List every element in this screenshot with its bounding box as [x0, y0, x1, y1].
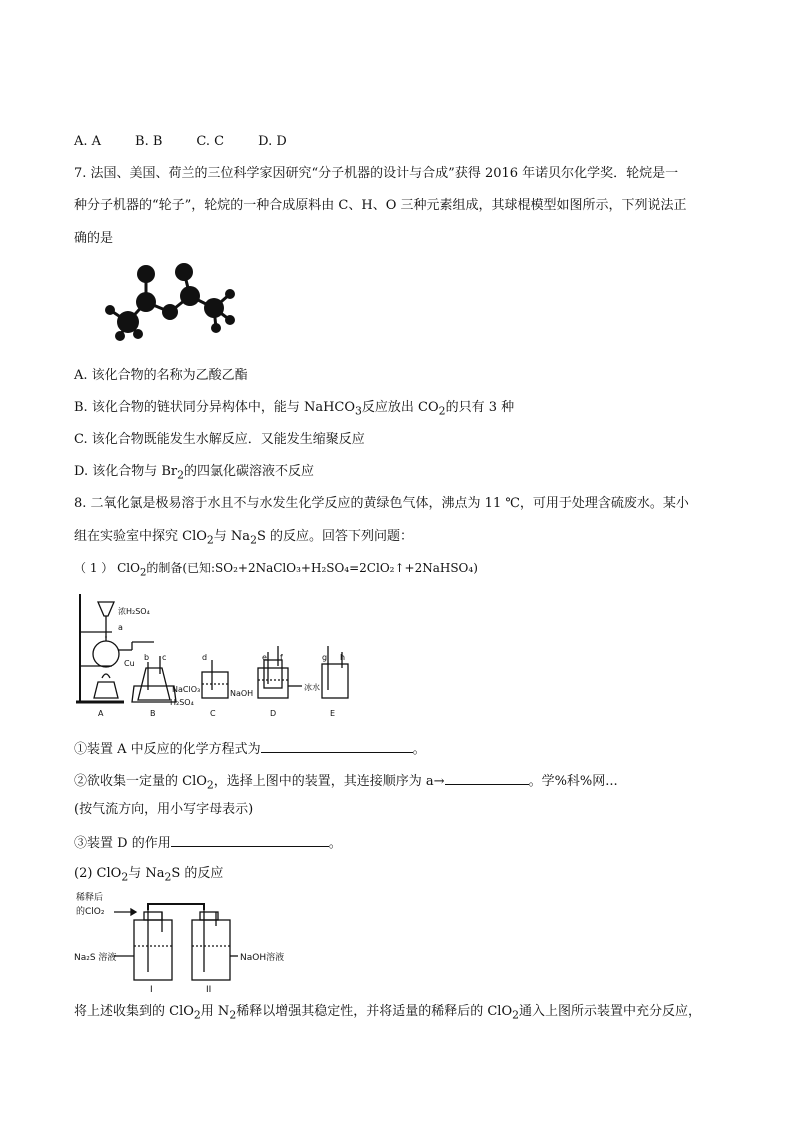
q7-option-b-post: 的只有 3 种 [445, 400, 515, 415]
fig1-label-b: b [144, 653, 150, 662]
fig1-label-ice-water: 冰水 [304, 683, 320, 692]
q7-option-d-sub: 2 [177, 468, 185, 482]
fig1-label-naoh: NaOH [230, 689, 254, 698]
q8-final-post: 通入上图所示装置中充分反应， [519, 1004, 702, 1019]
q8-subq2-post: ，选择上图中的装置，其连接顺序为 a→ [213, 774, 445, 789]
q7-option-d [74, 462, 314, 486]
q8-final-sub2: 2 [229, 1008, 237, 1022]
answer-blank-3[interactable] [171, 832, 329, 847]
q7-stem-line1: 7. 法国、美国、荷兰的三位科学家因研究“分子机器的设计与合成”获得 2016 年诺贝尔化学奖．轮烷是一 [74, 166, 679, 181]
q8-final-sub1: 2 [193, 1008, 201, 1022]
q8-stem-line2 [74, 527, 413, 551]
q8-subq2-end: 。学%科%网... [528, 774, 618, 789]
q8-part2-mid: 与 Na [128, 866, 165, 881]
q6-option-c: C. C [196, 134, 225, 149]
q8-subq2-sub: 2 [206, 778, 214, 792]
fig1-label-a: a [118, 623, 123, 632]
fig1-device-d: D [270, 709, 277, 718]
fig1-device-a: A [98, 709, 104, 718]
q8-stem-line2-mid: 与 Na [213, 529, 251, 544]
q8-part1-sub: 2 [139, 567, 147, 579]
fig2-bottle-2: II [206, 985, 212, 994]
q8-final-sub3: 2 [512, 1008, 519, 1022]
q8-subq3 [74, 832, 342, 854]
fig1-device-b: B [150, 709, 156, 718]
fig2-naoh-label: NaOH溶液 [240, 953, 284, 963]
fig1-label-g: g [322, 653, 328, 662]
q7-option-b-sub2: 2 [438, 404, 446, 418]
q8-stem-line1: 8. 二氧化氯是极易溶于水且不与水发生化学反应的黄绿色气体，沸点为 11 ℃，可用于处理含硫废水。某小 [74, 496, 689, 511]
apparatus-figure-2 [74, 890, 284, 994]
q6-option-d: D. D [258, 134, 287, 149]
q7-option-b-mid: 反应放出 CO [361, 400, 439, 415]
answer-blank-1[interactable] [261, 738, 413, 753]
fig1-label-h2so4: H₂SO₄ [170, 698, 194, 707]
q7-stem-line3: 确的是 [74, 231, 114, 246]
fig1-label-c: c [162, 653, 167, 662]
fig2-gas-label-line2: 的ClO₂ [76, 907, 105, 917]
fig2-gas-label-line1: 稀释后 [76, 893, 104, 903]
q6-option-a: A. A [74, 134, 102, 149]
fig1-device-e: E [330, 709, 336, 718]
q8-part2-sub2: 2 [164, 870, 172, 884]
fig1-label-e: e [262, 653, 267, 662]
q8-part1-pre: （ 1 ） ClO [74, 561, 140, 575]
fig1-label-f: f [280, 653, 283, 662]
q8-part2-sub1: 2 [121, 870, 129, 884]
fig2-na2s-label: Na₂S 溶液 [74, 953, 117, 963]
q8-final-mid1: 用 N [200, 1004, 230, 1019]
q8-subq3-end: 。 [328, 836, 342, 851]
q6-options [74, 132, 321, 152]
q8-stem-line2-sub2: 2 [250, 533, 257, 547]
q8-final-line [74, 1002, 701, 1026]
q8-subq2-note: (按气流方向，用小写字母表示) [74, 802, 254, 817]
q8-subq3-text: ③装置 D 的作用 [74, 836, 171, 851]
q8-subq1-end: 。 [412, 742, 426, 757]
q8-final-mid2: 稀释以增强其稳定性，并将适量的稀释后的 ClO [236, 1004, 513, 1019]
q8-subq2 [74, 770, 618, 796]
q8-subq1-text: ①装置 A 中反应的化学方程式为 [74, 742, 261, 757]
fig2-bottle-1: I [150, 985, 153, 994]
q8-final-pre: 将上述收集到的 ClO [74, 1004, 194, 1019]
q7-option-c: C. 该化合物既能发生水解反应．又能发生缩聚反应 [74, 432, 365, 447]
fig1-label-h: h [340, 653, 346, 662]
q7-option-a: A. 该化合物的名称为乙酸乙酯 [74, 368, 248, 383]
q7-option-b-pre: B. 该化合物的链状同分异构体中，能与 NaHCO [74, 400, 356, 415]
q8-part1-heading [74, 558, 478, 583]
fig1-label-naclo3: NaClO₃ [172, 685, 201, 694]
q7-stem-line2: 种分子机器的“轮子”，轮烷的一种合成原料由 C、H、O 三种元素组成，其球棍模型如图所示，下列说法正 [74, 198, 687, 213]
q8-part2-heading [74, 864, 223, 888]
q6-option-b: B. B [135, 134, 163, 149]
q8-subq1 [74, 738, 426, 760]
q7-option-b [74, 398, 514, 422]
q8-stem-line2-sub1: 2 [206, 533, 214, 547]
fig1-label-cu: Cu [124, 659, 135, 668]
q7-option-d-pre: D. 该化合物与 Br [74, 464, 178, 479]
q7-option-b-sub1: 3 [355, 404, 362, 418]
apparatus-figure-1 [72, 590, 372, 722]
fig1-label-conc-h2so4: 浓H₂SO₄ [118, 607, 150, 616]
q8-stem-line2-post: S 的反应。回答下列问题： [256, 529, 413, 544]
fig1-device-c: C [210, 709, 216, 718]
answer-blank-2[interactable] [445, 770, 529, 785]
q7-option-d-post: 的四氯化碳溶液不反应 [184, 464, 315, 479]
q8-part2-post: S 的反应 [171, 866, 224, 881]
q8-subq2-pre: ②欲收集一定量的 ClO [74, 774, 207, 789]
q8-stem-line2-pre: 组在实验室中探究 ClO [74, 529, 207, 544]
q8-part1-post: 的制备(已知:SO₂+2NaClO₃+H₂SO₄=2ClO₂↑+2NaHSO₄) [146, 561, 478, 575]
q8-part2-pre: (2) ClO [74, 866, 122, 881]
ball-and-stick-model [98, 262, 238, 342]
fig1-label-d: d [202, 653, 208, 662]
